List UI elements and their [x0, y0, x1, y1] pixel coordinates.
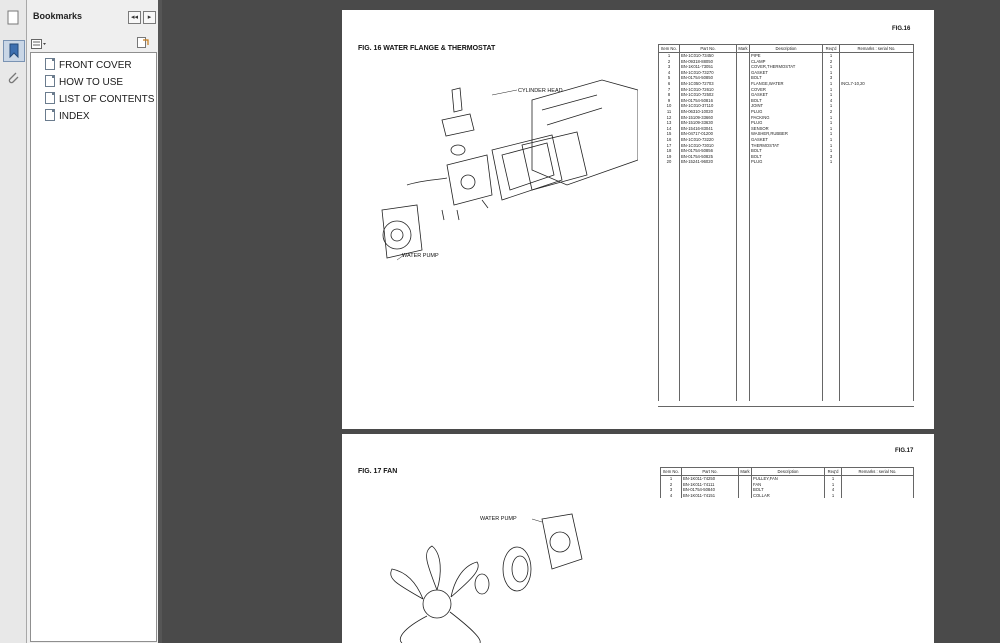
- table-cell: 1: [823, 126, 840, 132]
- page-fig16-diagram: [342, 10, 638, 429]
- fig16-label-cylinder-head: CYLINDER HEAD: [518, 88, 563, 94]
- document-view[interactable]: [162, 0, 1000, 643]
- table-cell: 14: [659, 126, 680, 132]
- table-cell: 1: [659, 53, 680, 59]
- table-cell: [680, 165, 737, 401]
- bookmarks-panel: [27, 0, 159, 643]
- bookmark-front-cover[interactable]: [45, 58, 155, 72]
- table-cell: BN-06310-10020: [680, 109, 737, 115]
- table-cell: BN-1K011-74151: [682, 493, 739, 499]
- bookmark-page-icon: [45, 109, 55, 121]
- table-cell: PACKING: [750, 115, 823, 121]
- table-cell: 1: [823, 120, 840, 126]
- table-cell: BN-15241-96020: [680, 159, 737, 165]
- table-header-cell: Req'd: [823, 45, 840, 53]
- close-panel-button[interactable]: ▸: [143, 11, 156, 24]
- table-cell: 19: [659, 154, 680, 160]
- table-cell: BN-01754-50840: [682, 487, 739, 493]
- table-cell: THERMOSTAT: [750, 143, 823, 149]
- table-cell: 2: [659, 59, 680, 65]
- table-cell: 1: [823, 103, 840, 109]
- table-cell: 3: [659, 64, 680, 70]
- table-cell: BOLT: [750, 75, 823, 81]
- table-cell: 3: [661, 487, 682, 493]
- table-header-cell: Item No.: [661, 468, 682, 476]
- table-cell: 2: [661, 482, 682, 488]
- table-cell: 4: [823, 98, 840, 104]
- table-cell: [840, 165, 914, 401]
- table-cell: BN-15109-33630: [680, 120, 737, 126]
- bookmark-label: FRONT COVER: [59, 60, 132, 71]
- table-cell: 9: [659, 98, 680, 104]
- fig16-ref: FIG.16: [892, 26, 911, 32]
- table-cell: JOINT: [750, 103, 823, 109]
- table-cell: 1: [823, 87, 840, 93]
- table-cell: [823, 165, 840, 401]
- table-cell: PULLEY,FAN: [752, 476, 825, 482]
- table-cell: 1: [823, 64, 840, 70]
- bookmark-page-icon: [45, 75, 55, 87]
- bookmarks-title: Bookmarks: [33, 11, 83, 21]
- table-cell: 11: [659, 109, 680, 115]
- fig17-ref: FIG.17: [895, 448, 914, 454]
- table-cell: COVER,THERMOSTAT: [750, 64, 823, 70]
- table-cell: BN-1C010-73220: [680, 137, 737, 143]
- navigation-rail: [0, 0, 27, 643]
- table-cell: BOLT: [750, 98, 823, 104]
- bookmarks-tree: [30, 52, 157, 642]
- table-cell: BN-04717-01200: [680, 131, 737, 137]
- table-cell: 20: [659, 159, 680, 165]
- fig16-parts-table: [658, 44, 914, 401]
- table-cell: 2: [823, 59, 840, 65]
- table-cell: BN-1K011-74250: [682, 476, 739, 482]
- table-cell: 1: [823, 81, 840, 87]
- collapse-panel-button[interactable]: ◂◂: [128, 11, 141, 24]
- table-cell: FAN: [752, 482, 825, 488]
- table-cell: BN-1C010-73010: [680, 143, 737, 149]
- table-cell: FLANGE,WATER: [750, 81, 823, 87]
- table-cell: 13: [659, 120, 680, 126]
- table-cell: BN-01754-50825: [680, 154, 737, 160]
- table-header-cell: Description: [752, 468, 825, 476]
- table-cell: BN-01754-50816: [680, 98, 737, 104]
- table-header-cell: Remarks : serial No.: [840, 45, 914, 53]
- table-cell: 5: [659, 75, 680, 81]
- table-cell: BN-1C010-73450: [680, 53, 737, 59]
- fig16-title: FIG. 16 WATER FLANGE & THERMOSTAT: [358, 45, 496, 52]
- table-cell: 8: [659, 92, 680, 98]
- bookmark-label: LIST OF CONTENTS: [59, 94, 155, 105]
- table-cell: BN-15416-83041: [680, 126, 737, 132]
- bookmark-list-of-contents[interactable]: [45, 92, 155, 106]
- table-cell: SENSOR: [750, 126, 823, 132]
- table-cell: BN-01754-50856: [680, 148, 737, 154]
- table-cell: [659, 165, 680, 401]
- table-cell: CLAMP: [750, 59, 823, 65]
- table-cell: 3: [823, 75, 840, 81]
- table-cell: [842, 493, 914, 499]
- table-cell: PLUG: [750, 109, 823, 115]
- table-cell: [737, 165, 750, 401]
- bookmarks-panel-icon[interactable]: [3, 40, 25, 62]
- table-cell: 17: [659, 143, 680, 149]
- table-cell: 1: [825, 482, 842, 488]
- options-menu-icon[interactable]: [31, 36, 47, 46]
- page-fig16-parts-list: [638, 10, 934, 429]
- table-cell: 10: [659, 103, 680, 109]
- table-header-cell: Req'd: [825, 468, 842, 476]
- fig17-label-water-pump: WATER PUMP: [480, 516, 517, 522]
- table-cell: BN-1K011-74111: [682, 482, 739, 488]
- table-cell: 1: [823, 159, 840, 165]
- table-cell: BN-1C010-72610: [680, 87, 737, 93]
- table-cell: BOLT: [750, 154, 823, 160]
- table-header-cell: Mark: [738, 46, 748, 51]
- table-cell: 1: [823, 148, 840, 154]
- fig17-parts-table: [660, 467, 914, 498]
- table-cell: BN-09318-88050: [680, 59, 737, 65]
- table-cell: BN-01754-50850: [680, 75, 737, 81]
- table-header-cell: Mark: [740, 469, 750, 474]
- bookmark-how-to-use[interactable]: [45, 75, 155, 89]
- table-cell: 4: [825, 487, 842, 493]
- table-header-cell: Part No.: [680, 45, 737, 53]
- table-cell: 1: [823, 92, 840, 98]
- table-cell: 1: [823, 53, 840, 59]
- table-cell: WASHER,RUBBER: [750, 131, 823, 137]
- table-cell: [750, 165, 823, 401]
- table-cell: BN-1K011-73051: [680, 64, 737, 70]
- table-cell: 1: [823, 131, 840, 137]
- fig16-exploded-diagram: [342, 10, 638, 429]
- table-cell: PIPE: [750, 53, 823, 59]
- table-cell: GASKET: [750, 70, 823, 76]
- fig16-table-bottom-rule: [658, 406, 914, 407]
- table-cell: BN-1C050-72703: [680, 81, 737, 87]
- table-header-cell: Remarks : serial No.: [842, 468, 914, 476]
- table-header-cell: Part No.: [682, 468, 739, 476]
- table-cell: 6: [659, 81, 680, 87]
- table-cell: 2: [823, 109, 840, 115]
- table-cell: 7: [659, 87, 680, 93]
- page-thumbnails-icon[interactable]: [3, 8, 23, 28]
- fig17-title: FIG. 17 FAN: [358, 468, 398, 475]
- table-cell: PLUG: [750, 120, 823, 126]
- expand-bookmark-icon[interactable]: [137, 35, 149, 47]
- table-cell: PLUG: [750, 159, 823, 165]
- table-cell: GASKET: [750, 92, 823, 98]
- table-filler-row: [659, 165, 914, 401]
- table-cell: 16: [659, 137, 680, 143]
- bookmarks-toolbar: [27, 32, 158, 50]
- bookmark-page-icon: [45, 92, 55, 104]
- table-cell: 1: [825, 493, 842, 499]
- bookmark-label: INDEX: [59, 111, 90, 122]
- table-cell: INCL7-10,20: [840, 81, 914, 87]
- table-cell: BN-15109-33660: [680, 115, 737, 121]
- table-cell: 1: [823, 70, 840, 76]
- table-cell: 4: [659, 70, 680, 76]
- table-cell: 1: [823, 143, 840, 149]
- table-cell: 3: [823, 154, 840, 160]
- table-cell: COLLAR: [752, 493, 825, 499]
- table-cell: BN-1C010-73270: [680, 70, 737, 76]
- attachments-paperclip-icon[interactable]: [3, 68, 23, 88]
- table-cell: 15: [659, 131, 680, 137]
- table-header-cell: Item No.: [659, 45, 680, 53]
- table-cell: 1: [825, 476, 842, 482]
- table-cell: COVER: [750, 87, 823, 93]
- table-cell: 18: [659, 148, 680, 154]
- table-header-cell: Description: [750, 45, 823, 53]
- table-cell: 1: [661, 476, 682, 482]
- page-fig17-diagram: [342, 434, 638, 643]
- table-cell: 1: [823, 115, 840, 121]
- table-cell: BN-1C010-72502: [680, 92, 737, 98]
- table-cell: BOLT: [752, 487, 825, 493]
- table-cell: 12: [659, 115, 680, 121]
- page-fig17-parts-list: [638, 434, 934, 643]
- table-cell: GASKET: [750, 137, 823, 143]
- table-cell: 4: [661, 493, 682, 499]
- bookmark-index[interactable]: [45, 109, 155, 123]
- bookmarks-panel-header: [27, 0, 158, 30]
- table-cell: [739, 493, 752, 499]
- bookmark-label: HOW TO USE: [59, 77, 124, 88]
- fig17-exploded-diagram: [342, 434, 638, 643]
- table-cell: BOLT: [750, 148, 823, 154]
- table-cell: 1: [823, 137, 840, 143]
- fig16-label-water-pump: WATER PUMP: [402, 253, 439, 259]
- bookmark-page-icon: [45, 58, 55, 70]
- table-cell: BN-1C010-37110: [680, 103, 737, 109]
- table-row: [661, 493, 914, 499]
